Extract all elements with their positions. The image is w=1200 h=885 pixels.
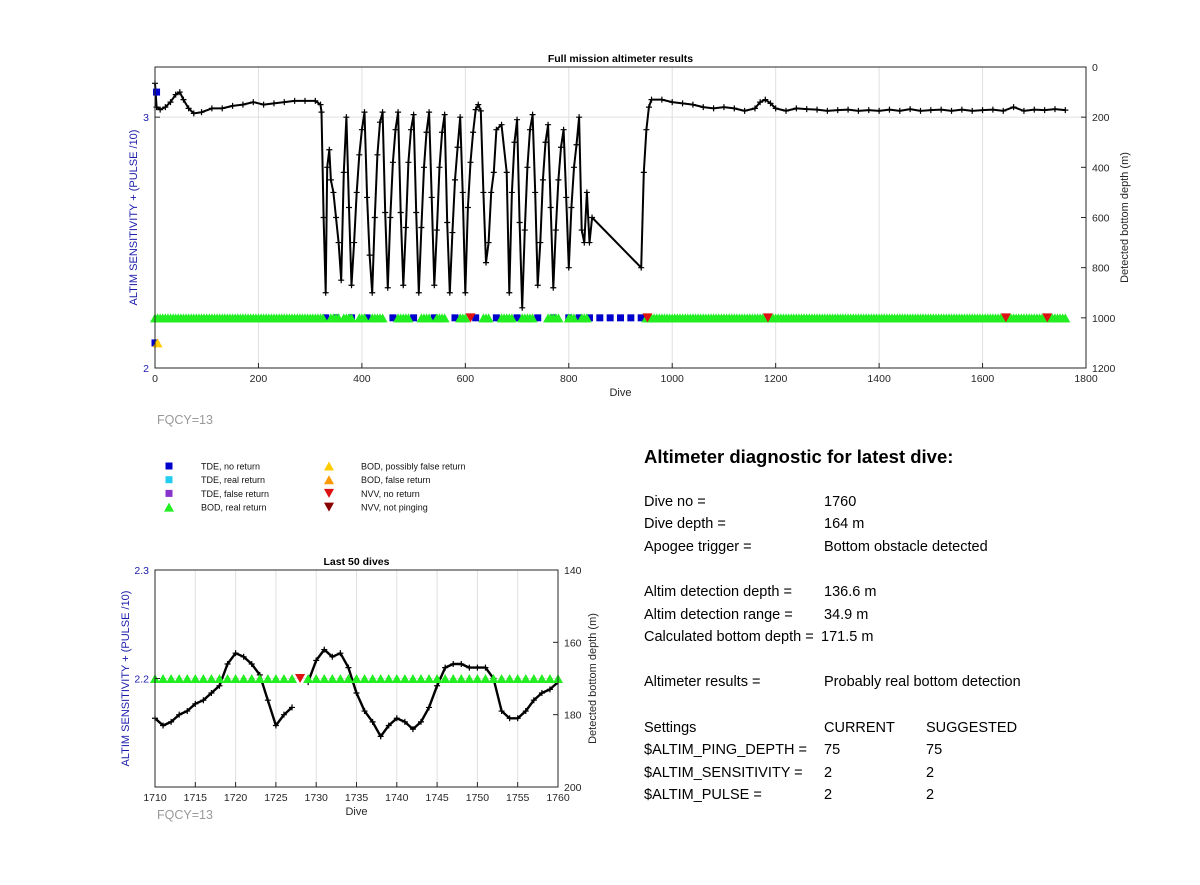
- depth-point: [1000, 108, 1006, 114]
- x-tick-label: 1715: [183, 792, 207, 804]
- depth-point: [711, 105, 717, 111]
- depth-point: [721, 104, 727, 110]
- tde-no-return-marker: [627, 314, 634, 321]
- depth-point: [382, 209, 388, 215]
- depth-point: [336, 240, 342, 246]
- depth-point: [387, 215, 393, 221]
- diagnostic-label: Calculated bottom depth =: [644, 629, 814, 645]
- depth-point: [209, 105, 215, 111]
- depth-point: [219, 105, 225, 111]
- depth-point: [545, 122, 551, 128]
- depth-point: [690, 102, 696, 108]
- depth-point: [455, 144, 461, 150]
- depth-point: [783, 108, 789, 114]
- depth-point: [421, 164, 427, 170]
- depth-point: [323, 290, 329, 296]
- legend-label-bod-false-return: BOD, false return: [361, 475, 431, 486]
- depth-point: [731, 105, 737, 111]
- depth-point: [380, 109, 386, 115]
- axes-box: [155, 67, 1086, 368]
- depth-point: [969, 108, 975, 114]
- diagnostic-value: 171.5 m: [821, 629, 874, 645]
- depth-point: [385, 285, 391, 291]
- depth-point: [581, 240, 587, 246]
- diagnostic-heading: Altimeter diagnostic for latest dive:: [644, 446, 954, 467]
- depth-point: [1062, 107, 1068, 113]
- depth-point: [517, 220, 523, 226]
- legend-label-tde-no-return: TDE, no return: [201, 461, 261, 472]
- diagnostic-value: Bottom obstacle detected: [824, 539, 988, 555]
- legend-marker-bod-real-return: [164, 503, 174, 512]
- depth-point: [949, 108, 955, 114]
- chart-title: Last 50 dives: [323, 556, 390, 568]
- depth-point: [398, 209, 404, 215]
- depth-point: [488, 189, 494, 195]
- depth-point: [519, 305, 525, 311]
- settings-suggested: 75: [926, 742, 943, 758]
- depth-point: [558, 144, 564, 150]
- depth-point: [261, 102, 267, 108]
- depth-point: [680, 100, 686, 106]
- depth-point: [491, 169, 497, 175]
- depth-point: [574, 142, 580, 148]
- x-tick-label: 600: [456, 373, 475, 385]
- depth-point: [486, 240, 492, 246]
- depth-point: [418, 225, 424, 231]
- depth-point: [338, 277, 344, 283]
- depth-point: [886, 107, 892, 113]
- tde-no-return-marker: [617, 314, 624, 321]
- depth-point: [522, 227, 528, 233]
- depth-point: [509, 189, 515, 195]
- x-tick-label: 1000: [660, 373, 684, 385]
- fqcy-annotation: FQCY=13: [157, 413, 213, 427]
- depth-point: [447, 290, 453, 296]
- y-left-tick-label: 2.3: [134, 565, 149, 577]
- legend-marker-nvv-no-return: [324, 489, 334, 498]
- depth-point: [341, 169, 347, 175]
- legend-marker-tde-real-return: [166, 476, 173, 483]
- depth-point: [742, 108, 748, 114]
- depth-line: [155, 653, 292, 725]
- depth-point: [462, 290, 468, 296]
- depth-point: [586, 240, 592, 246]
- diagnostic-value: 34.9 m: [824, 607, 869, 623]
- legend-marker-tde-no-return: [166, 463, 173, 470]
- depth-point: [449, 230, 455, 236]
- depth-point: [511, 139, 517, 145]
- legend-label-tde-real-return: TDE, real return: [201, 475, 266, 486]
- depth-point: [302, 98, 308, 104]
- depth-point: [478, 108, 484, 114]
- depth-point: [431, 282, 437, 288]
- x-tick-label: 1740: [385, 792, 409, 804]
- y-left-axis-label: ALTIM SENSITIVITY + (PULSE /10): [128, 129, 140, 306]
- x-axis-label: Dive: [345, 806, 368, 818]
- depth-point: [959, 107, 965, 113]
- depth-point: [669, 99, 675, 105]
- depth-point: [349, 282, 355, 288]
- depth-point: [566, 265, 572, 271]
- diagnostic-label: Altim detection depth =: [644, 584, 792, 600]
- depth-point: [824, 108, 830, 114]
- x-tick-label: 1725: [264, 792, 288, 804]
- depth-point: [351, 240, 357, 246]
- depth-point: [265, 697, 271, 703]
- x-tick-label: 1745: [425, 792, 449, 804]
- x-tick-label: 1710: [143, 792, 167, 804]
- legend-label-nvv-not-pinging: NVV, not pinging: [361, 502, 428, 513]
- depth-point: [483, 260, 489, 266]
- diagnostic-value: 1760: [824, 494, 857, 510]
- depth-point: [1031, 107, 1037, 113]
- depth-point: [990, 107, 996, 113]
- depth-point: [346, 204, 352, 210]
- chart-title: Full mission altimeter results: [547, 53, 694, 65]
- depth-point: [457, 114, 463, 120]
- full-mission-chart: [128, 53, 1131, 427]
- diagnostic-label: Dive no =: [644, 494, 706, 510]
- depth-point: [504, 169, 510, 175]
- depth-point: [364, 194, 370, 200]
- depth-point: [845, 107, 851, 113]
- y-right-tick-label: 180: [564, 709, 582, 722]
- y-right-tick-label: 1000: [1092, 312, 1116, 325]
- x-tick-label: 1200: [763, 373, 788, 385]
- depth-point: [506, 290, 512, 296]
- depth-point: [426, 109, 432, 115]
- legend-marker-tde-false-return: [166, 490, 173, 497]
- legend-marker-nvv-not-pinging: [324, 503, 334, 512]
- diagnostic-label: Altim detection range =: [644, 607, 793, 623]
- depth-point: [400, 282, 406, 288]
- depth-point: [424, 129, 430, 135]
- depth-point: [643, 127, 649, 133]
- depth-point: [403, 225, 409, 231]
- depth-point: [1052, 106, 1058, 112]
- diagnostic-value: 136.6 m: [824, 584, 877, 600]
- x-tick-label: 800: [560, 373, 578, 385]
- x-tick-label: 1750: [465, 792, 490, 804]
- y-right-tick-label: 200: [564, 782, 582, 794]
- x-tick-label: 400: [353, 373, 371, 385]
- x-tick-label: 1735: [344, 792, 369, 804]
- depth-point: [374, 152, 380, 158]
- settings-label: $ALTIM_PING_DEPTH =: [644, 742, 807, 758]
- x-tick-label: 1400: [867, 373, 891, 385]
- tde-no-return-marker: [153, 89, 160, 96]
- tde-no-return-marker: [596, 314, 603, 321]
- depth-point: [405, 159, 411, 165]
- depth-point: [250, 99, 256, 105]
- depth-point: [897, 108, 903, 114]
- x-tick-label: 1720: [223, 792, 248, 804]
- tde-no-return-marker: [607, 314, 614, 321]
- depth-point: [1021, 108, 1027, 114]
- x-axis-label: Dive: [609, 387, 632, 399]
- depth-point: [571, 164, 577, 170]
- y-left-axis-label: ALTIM SENSITIVITY + (PULSE /10): [120, 590, 132, 767]
- legend-marker-bod-possibly-false-return: [324, 462, 334, 471]
- legend: [164, 462, 466, 513]
- diagnostic-label: Apogee trigger =: [644, 539, 752, 555]
- depth-line: [308, 650, 558, 737]
- depth-point: [555, 177, 561, 183]
- settings-label: $ALTIM_PULSE =: [644, 787, 762, 803]
- depth-point: [271, 100, 277, 106]
- diagnostic-label: Altimeter results =: [644, 674, 761, 690]
- depth-point: [434, 227, 440, 233]
- y-right-tick-label: 800: [1092, 262, 1110, 275]
- depth-point: [390, 159, 396, 165]
- x-tick-label: 1800: [1074, 373, 1098, 385]
- legend-label-nvv-no-return: NVV, no return: [361, 488, 420, 499]
- depth-point: [907, 106, 913, 112]
- x-tick-label: 1730: [304, 792, 328, 804]
- y-right-tick-label: 140: [564, 565, 582, 577]
- legend-label-tde-false-return: TDE, false return: [201, 488, 270, 499]
- depth-point: [814, 107, 820, 113]
- depth-point: [452, 177, 458, 183]
- depth-point: [938, 107, 944, 113]
- depth-point: [292, 98, 298, 104]
- depth-point: [354, 189, 360, 195]
- depth-point: [343, 114, 349, 120]
- x-tick-label: 1600: [970, 373, 995, 385]
- depth-point: [333, 215, 339, 221]
- depth-point: [804, 106, 810, 112]
- y-right-tick-label: 600: [1092, 212, 1110, 225]
- y-left-tick-label: 2.2: [134, 673, 149, 686]
- depth-point: [1042, 107, 1048, 113]
- depth-point: [649, 97, 655, 103]
- legend-label-bod-possibly-false-return: BOD, possibly false return: [361, 461, 466, 472]
- depth-point: [646, 104, 652, 110]
- depth-point: [429, 194, 435, 200]
- depth-point: [470, 129, 476, 135]
- depth-point: [980, 107, 986, 113]
- y-left-tick-label: 2: [143, 363, 149, 375]
- depth-point: [413, 209, 419, 215]
- depth-point: [928, 107, 934, 113]
- depth-point: [326, 147, 332, 153]
- y-right-axis-label: Detected bottom depth (m): [587, 613, 599, 744]
- depth-point: [468, 159, 474, 165]
- depth-point: [230, 103, 236, 109]
- settings-current: 2: [824, 765, 833, 781]
- depth-point: [328, 177, 334, 183]
- x-tick-label: 1755: [506, 792, 530, 804]
- depth-point: [917, 108, 923, 114]
- depth-point: [835, 107, 841, 113]
- legend-label-bod-real-return: BOD, real return: [201, 502, 267, 513]
- depth-point: [793, 105, 799, 111]
- settings-current: 2: [824, 787, 833, 803]
- depth-point: [548, 204, 554, 210]
- depth-point: [372, 215, 378, 221]
- y-right-tick-label: 400: [1092, 162, 1110, 175]
- depth-point: [281, 99, 287, 105]
- depth-point: [659, 97, 665, 103]
- depth-point: [540, 177, 546, 183]
- depth-point: [537, 240, 543, 246]
- settings-header-label: Settings: [644, 720, 697, 736]
- depth-point: [436, 164, 442, 170]
- last-50-dives-chart: [120, 556, 599, 822]
- depth-point: [1011, 104, 1017, 110]
- depth-point: [700, 104, 706, 110]
- x-tick-label: 0: [152, 373, 158, 385]
- y-right-tick-label: 200: [1092, 112, 1110, 125]
- depth-point: [561, 127, 567, 133]
- depth-point: [553, 227, 559, 233]
- y-right-tick-label: 0: [1092, 62, 1098, 74]
- diagnostic-value: 164 m: [824, 516, 865, 532]
- depth-point: [576, 114, 582, 120]
- depth-point: [369, 290, 375, 296]
- depth-point: [584, 189, 590, 195]
- settings-header-suggested: SUGGESTED: [926, 720, 1018, 736]
- settings-label: $ALTIM_SENSITIVITY =: [644, 765, 803, 781]
- depth-point: [876, 108, 882, 114]
- depth-point: [532, 189, 538, 195]
- y-right-tick-label: 1200: [1092, 363, 1116, 375]
- depth-point: [444, 220, 450, 226]
- depth-point: [395, 109, 401, 115]
- settings-suggested: 2: [926, 765, 935, 781]
- depth-point: [319, 109, 325, 115]
- y-left-tick-label: 3: [143, 112, 149, 125]
- settings-suggested: 2: [926, 787, 935, 803]
- diagnostic-value: Probably real bottom detection: [824, 674, 1021, 690]
- legend-marker-bod-false-return: [324, 475, 334, 484]
- depth-point: [416, 290, 422, 296]
- depth-point: [367, 252, 373, 258]
- depth-point: [330, 189, 336, 195]
- settings-current: 75: [824, 742, 841, 758]
- diagnostic-label: Dive depth =: [644, 516, 726, 532]
- depth-point: [524, 164, 530, 170]
- depth-point: [480, 189, 486, 195]
- fqcy-annotation: FQCY=13: [157, 808, 213, 822]
- depth-point: [641, 169, 647, 175]
- x-tick-label: 1760: [546, 792, 570, 804]
- depth-point: [855, 108, 861, 114]
- depth-point: [535, 282, 541, 288]
- depth-point: [199, 109, 205, 115]
- depth-point: [579, 227, 585, 233]
- x-tick-label: 200: [249, 373, 268, 385]
- y-right-axis-label: Detected bottom depth (m): [1119, 152, 1131, 283]
- depth-point: [474, 665, 480, 671]
- y-right-tick-label: 160: [564, 637, 582, 650]
- depth-point: [550, 285, 556, 291]
- depth-point: [240, 102, 246, 108]
- depth-point: [866, 107, 872, 113]
- settings-header-current: CURRENT: [824, 720, 895, 736]
